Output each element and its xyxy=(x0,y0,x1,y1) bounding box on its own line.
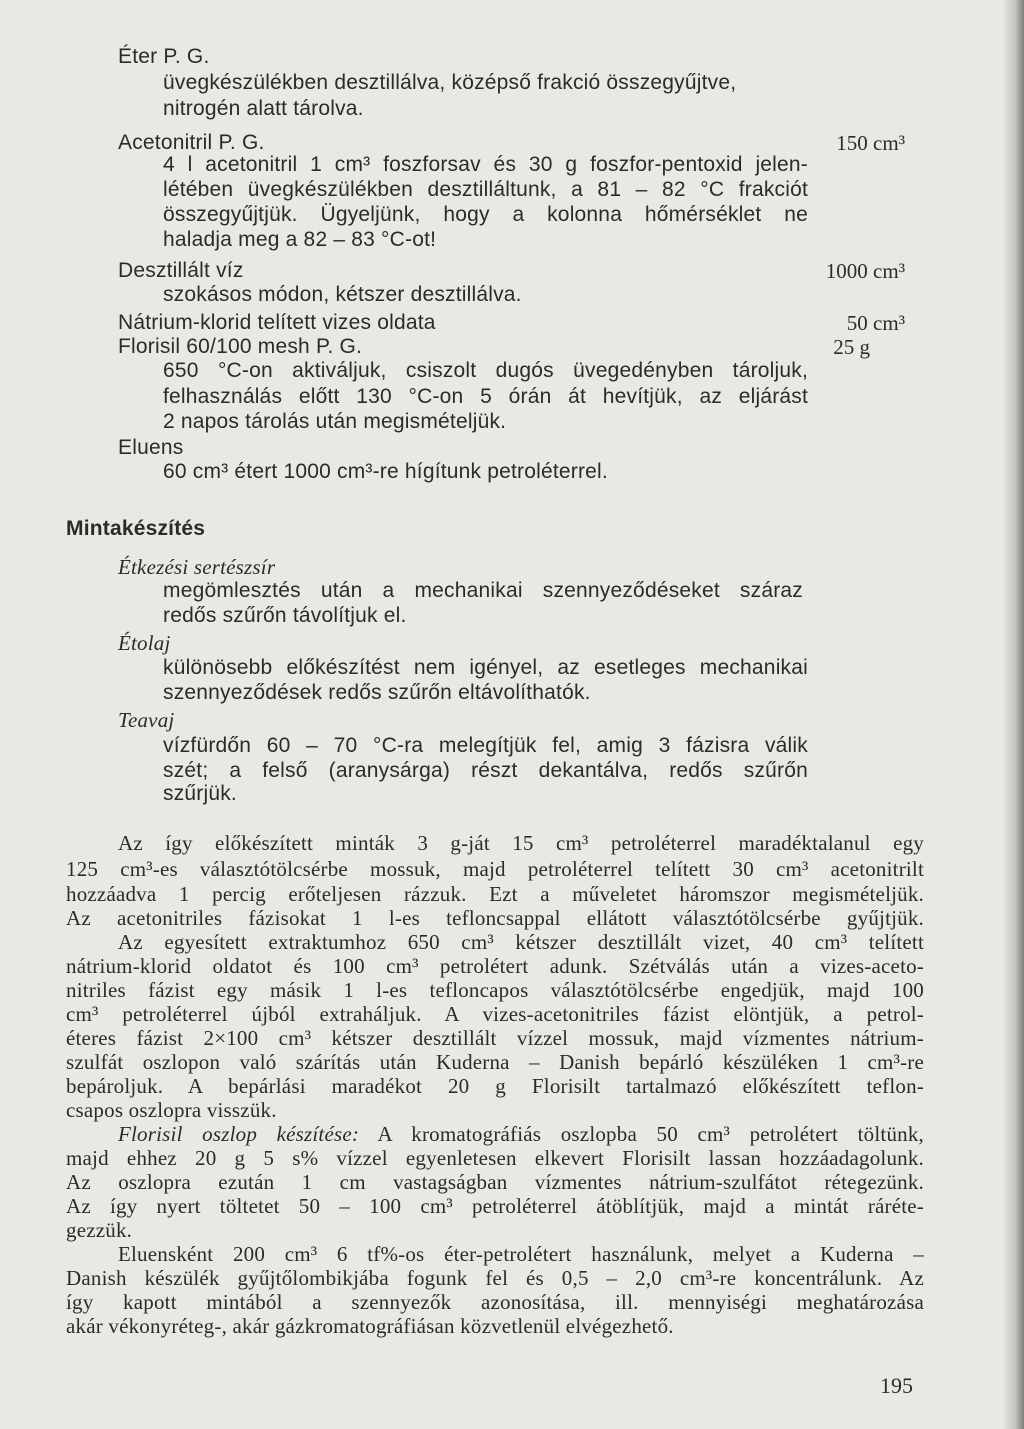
body-line: így kapott mintából a szennyezők azonosítása, ill. mennyiségi meghatározása xyxy=(66,1290,924,1314)
reagent-desc: üvegkészülékben desztillálva, középső frakció összegyűjtve, xyxy=(163,71,737,94)
body-line: Az így nyert töltetet 50 – 100 cm³ petroléterrel átöblítjük, majd a mintát ráréte- xyxy=(66,1194,924,1218)
reagent-desc: 2 napos tárolás után megismételjük. xyxy=(163,410,507,433)
page-number: 195 xyxy=(880,1373,913,1398)
body-line: Az oszlopra ezután 1 cm vastagságban vízmentes nátrium-szulfátot rétegezünk. xyxy=(66,1170,924,1194)
page-edge-shadow xyxy=(1002,0,1024,1429)
reagent-desc: létében üvegkészülékben desztilláltunk, a 81 – 82 °C frakciót xyxy=(163,178,808,201)
sample-desc: vízfürdőn 60 – 70 °C-ra melegítjük fel, amig 3 fázisra válik xyxy=(163,734,808,757)
reagent-desc: szokásos módon, kétszer desztillálva. xyxy=(163,283,522,306)
sample-desc: redős szűrőn távolítjuk el. xyxy=(163,604,407,627)
florisil-label: Florisil oszlop készítése: xyxy=(118,1122,360,1146)
body-line: Az így előkészített minták 3 g-ját 15 cm³ petroléterrel maradéktalanul egy xyxy=(118,831,924,855)
reagent-title: Nátrium-klorid telített vizes oldata xyxy=(118,311,436,334)
body-line: cm³ petroléterrel újból extraháljuk. A vizes-acetonitriles fázist elöntjük, a petrol- xyxy=(66,1002,924,1026)
sample-desc: megömlesztés után a mechanikai szennyeződéseket száraz xyxy=(163,579,803,602)
reagent-title: Acetonitril P. G. xyxy=(118,131,265,154)
body-line-florisil xyxy=(118,1121,924,1147)
body-line: nátrium-klorid oldatot és 100 cm³ petrolétert adunk. Szétválás után a vizes-aceto- xyxy=(66,954,924,978)
sample-desc: szűrjük. xyxy=(163,782,237,805)
body-line: 125 cm³-es választótölcsérbe mossuk, majd petroléterrel telített 30 cm³ acetonitrilt xyxy=(66,857,924,881)
body-line: majd ehhez 20 g 5 s% vízzel egyenletesen elkevert Florisilt lassan hozzáadagolunk. xyxy=(66,1146,924,1170)
body-line: bepároljuk. A bepárlási maradékot 20 g Florisilt tartalmazó előkészített teflon- xyxy=(66,1074,924,1098)
sample-title: Étkezési sertészsír xyxy=(118,555,276,579)
body-line: hozzáadva 1 percig erőteljesen rázzuk. Ezt a műveletet háromszor megismételjük. xyxy=(66,882,924,906)
body-line: Az acetonitriles fázisokat 1 l-es tefloncsappal ellátott választótölcsérbe gyűjtjük. xyxy=(66,906,924,930)
sample-desc: szét; a felső (aranysárga) részt dekantálva, redős szűrőn xyxy=(163,759,808,782)
reagent-title: Éter P. G. xyxy=(118,45,210,68)
body-line: Danish készülék gyűjtőlombikjába fogunk fel és 0,5 – 2,0 cm³-re koncentrálunk. Az xyxy=(66,1266,924,1290)
sample-desc: különösebb előkészítést nem igényel, az esetleges mechanikai xyxy=(163,656,808,679)
body-line: Eluensként 200 cm³ 6 tf%-os éter-petrolétert használunk, melyet a Kuderna – xyxy=(118,1242,924,1266)
reagent-amount: 1000 cm³ xyxy=(825,259,905,283)
body-line: nitriles fázist egy másik 1 l-es teflonсapos választótölcsérbe engedjük, majd 100 xyxy=(66,978,924,1002)
body-line: Az egyesített extraktumhoz 650 cm³ kétszer desztillált vizet, 40 cm³ telített xyxy=(118,930,924,954)
reagent-desc: 4 l acetonitril 1 cm³ foszforsav és 30 g foszfor-pentoxid jelen- xyxy=(163,153,808,176)
reagent-desc: összegyűjtjük. Ügyeljünk, hogy a kolonna hőmérséklet ne xyxy=(163,203,808,226)
reagent-title: Eluens xyxy=(118,436,184,459)
section-heading: Mintakészítés xyxy=(66,517,206,540)
reagent-desc: nitrogén alatt tárolva. xyxy=(163,97,364,120)
reagent-desc: felhasználás előtt 130 °C-on 5 órán át hevítjük, az eljárást xyxy=(163,385,808,408)
body-line: akár vékonyréteg-, akár gázkromatográfiásan közvetlenül elvégezhető. xyxy=(66,1314,674,1338)
reagent-desc: 650 °C-on aktiváljuk, csiszolt dugós üvegedényben tároljuk, xyxy=(163,359,808,382)
body-line: gezzük. xyxy=(66,1218,133,1242)
reagent-title: Desztillált víz xyxy=(118,259,244,282)
florisil-text: A kromatográfiás oszlopba 50 cm³ petrolétert töltünk, xyxy=(377,1122,924,1146)
reagent-desc: 60 cm³ étert 1000 cm³-re hígítunk petroléterrel. xyxy=(163,460,608,483)
sample-desc: szennyeződések redős szűrőn eltávolíthatók. xyxy=(163,681,591,704)
reagent-amount: 50 cm³ xyxy=(846,311,905,335)
reagent-title: Florisil 60/100 mesh P. G. xyxy=(118,335,363,358)
sample-title: Étolaj xyxy=(118,631,171,655)
sample-title: Teavaj xyxy=(118,708,175,732)
reagent-amount: 150 cm³ xyxy=(836,131,905,155)
body-line: szulfát oszlopon való szárítás után Kuderna – Danish bepárló készüléken 1 cm³-re xyxy=(66,1050,924,1074)
body-line: csapos oszlopra visszük. xyxy=(66,1098,277,1122)
reagent-desc: haladja meg a 82 – 83 °C-ot! xyxy=(163,228,437,251)
reagent-amount: 25 g xyxy=(833,335,870,359)
body-line: éteres fázist 2×100 cm³ kétszer desztillált vízzel mossuk, majd vízmentes nátrium- xyxy=(66,1026,924,1050)
